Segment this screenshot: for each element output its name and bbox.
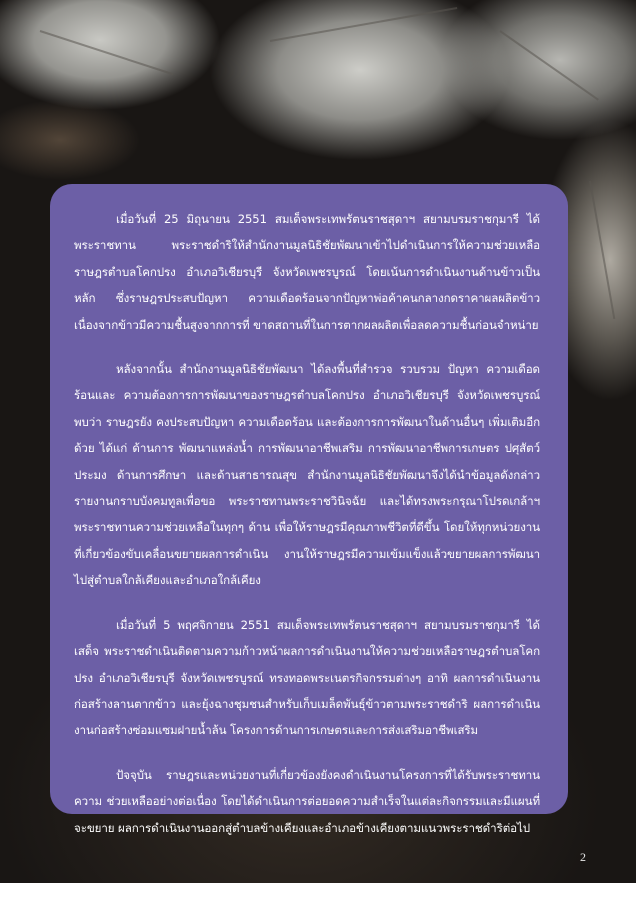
leaf-vein <box>270 7 457 42</box>
page-number: 2 <box>580 850 586 864</box>
paragraph: หลังจากนั้น สำนักงานมูลนิธิชัยพัฒนา ได้ลงพื้นที่สำรวจ รวบรวม ปัญหา ความเดือดร้อนและ ความต้องการการพัฒนาของราษฎรตำบลโคกปรง อำเภอวิเชียรบุรี จังหวัดเพชรบูรณ์ พบว่า ราษฎรยัง คงประสบปัญหา ความเดือดร้อน และต้องการการพัฒนาในด้านอื่นๆ เพิ่มเติมอีกด้วย ได้แก่ ด้านการ พัฒนาแหล่งน้ำ การพัฒนาอาชีพเสริม การพัฒนาอาชีพการเกษตร ปศุสัตว์ ประมง ด้านการศึกษา และด้านสาธารณสุข สำนักงานมูลนิธิชัยพัฒนาจึงได้นำข้อมูลดังกล่าวรายงานกราบบังคมทูลเพื่อขอ พระราชทานพระราชวินิจฉัย และได้ทรงพระกรุณาโปรดเกล้าฯ พระราชทานความช่วยเหลือในทุกๆ ด้าน เพื่อให้ราษฎรมีคุณภาพชีวิตที่ดีขึ้น โดยให้ทุกหน่วยงานที่เกี่ยวข้องขับเคลื่อนขยายผลการดำเนิน งานให้ราษฎรมีความเข้มแข็งแล้วขยายผลการพัฒนาไปสู่ตำบลใกล้เคียงและอำเภอใกล้เคียง <box>74 362 540 588</box>
leaf-vein <box>589 181 615 319</box>
paragraph: ปัจจุบัน ราษฎรและหน่วยงานที่เกี่ยวข้องยังคงดำเนินงานโครงการที่ได้รับพระราชทานความ ช่วยเหลืออย่างต่อเนื่อง โดยได้ดำเนินการต่อยอดความสำเร็จในแต่ละกิจกรรมและมีแผนที่จะขยาย ผลการดำเนินงานออกสู่ตำบลข้างเคียงและอำเภอข้างเคียงตามแนวพระราชดำริต่อไป <box>74 767 540 835</box>
leaf-vein <box>499 30 598 100</box>
content-panel <box>50 184 568 835</box>
paragraph: เมื่อวันที่ 25 มิถุนายน 2551 สมเด็จพระเทพรัตนราชสุดาฯ สยามบรมราชกุมารี ได้พระราชทาน พระราชดำริให้สำนักงานมูลนิธิชัยพัฒนาเข้าไปดำเนินการให้ความช่วยเหลือราษฎรตำบลโคกปรง อำเภอวิเชียรบุรี จังหวัดเพชรบูรณ์ โดยเน้นการดำเนินงานด้านข้าวเป็นหลัก ซึ่งราษฎรประสบปัญหา ความเดือดร้อนจากปัญหาพ่อค้าคนกลางกดราคาผลผลิตข้าว เนื่องจากข้าวมีความชื้นสูงจากการที่ ขาดสถานที่ในการตากผลผลิตเพื่อลดความชื้นก่อนจำหน่าย <box>74 212 540 332</box>
paragraph: เมื่อวันที่ 5 พฤศจิกายน 2551 สมเด็จพระเทพรัตนราชสุดาฯ สยามบรมราชกุมารี ได้เสด็จ พระราชดำเนินติดตามความก้าวหน้าผลการดำเนินงานให้ความช่วยเหลือราษฎรตำบลโคกปรง อำเภอวิเชียรบุรี จังหวัดเพชรบูรณ์ ทรงทอดพระเนตรกิจกรรมต่างๆ อาทิ ผลการดำเนินงาน ก่อสร้างลานตากข้าว และยุ้งฉางชุมชนสำหรับเก็บเมล็ดพันธุ์ข้าวตามพระราชดำริ ผลการดำเนิน งานก่อสร้างซ่อมแซมฝายน้ำล้น โครงการด้านการเกษตรและการส่งเสริมอาชีพเสริม <box>74 617 540 738</box>
leaf-vein <box>40 30 174 75</box>
